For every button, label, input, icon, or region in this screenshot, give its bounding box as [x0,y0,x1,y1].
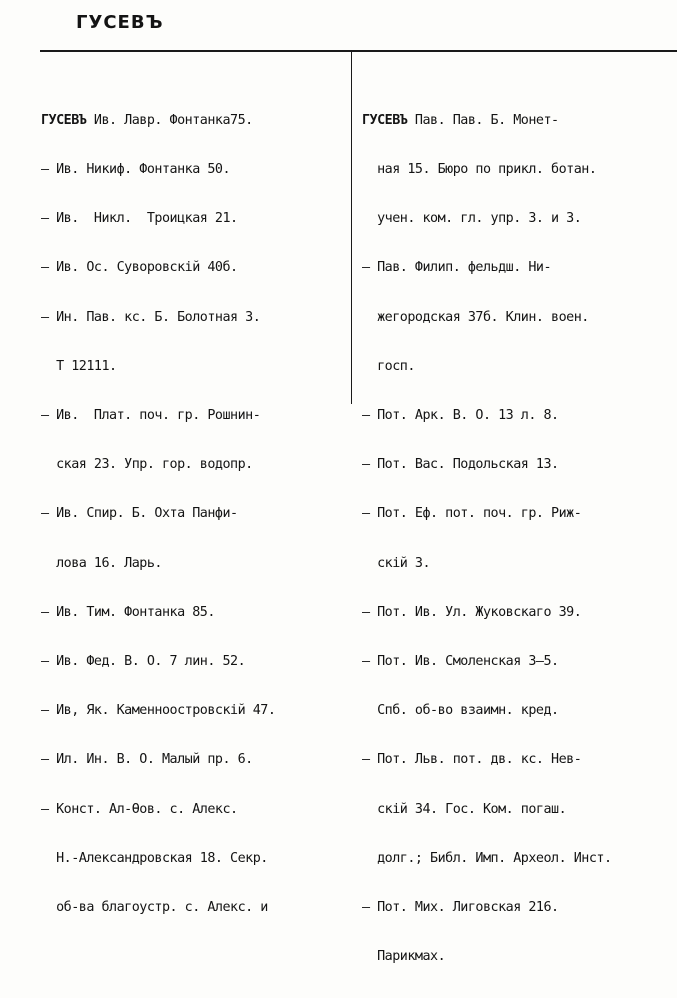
entry-line: — Пот. Еф. пот. поч. гр. Риж- [362,506,582,522]
entry-line: об-ва благоустр. с. Алекс. и [41,900,268,916]
running-head: ГУСЕВЪ [76,12,164,33]
right-column [362,80,674,998]
header-rule [40,50,677,52]
entry-line: — Ив, Як. Каменноостровскій 47. [41,703,276,719]
entry-line: учен. ком. гл. упр. З. и З. [362,211,582,227]
entry-line: — Ив. Никл. Троицкая 21. [41,211,238,227]
entry-line: долг.; Библ. Имп. Археол. Инст. [362,850,612,866]
entry-line: — Ив. Спир. Б. Охта Панфи- [41,506,238,522]
entry-line: Парикмах. [362,949,446,965]
entry-line: госп. [362,358,415,374]
entry-line: — Пав. Филип. фельдш. Ни- [362,260,552,276]
entry-line: — Пот. Ив. Ул. Жуковскаго 39. [362,604,582,620]
entry-line: ГУСЕВЪ Пав. Пав. Б. Монет- [362,112,559,128]
entry-line: скій 3. [362,555,431,571]
entry-line: — Ив. Плат. поч. гр. Рошнин- [41,408,261,424]
entry-line: Н.-Александровская 18. Секр. [41,850,268,866]
entry-line: Спб. об-во взаимн. кред. [362,703,559,719]
entry-line: — Пот. Арк. В. О. 13 л. 8. [362,408,559,424]
entry-line: — Пот. Льв. пот. дв. кс. Нев- [362,752,582,768]
column-divider [351,51,352,404]
entry-line: — Пот. Мих. Лиговская 216. [362,900,559,916]
entry-line: — Ив. Никиф. Фонтанка 50. [41,162,231,178]
entry-line: — Конст. Ал-Ѳов. с. Алекс. [41,801,238,817]
entry-line: ская 23. Упр. гор. водопр. [41,457,253,473]
entry-line: — Ин. Пав. кс. Б. Болотная 3. [41,309,261,325]
surname-heading: ГУСЕВЪ [41,112,87,128]
entry-line: лова 16. Ларь. [41,555,162,571]
left-column [41,80,346,949]
entry-line: скій 34. Гос. Ком. погаш. [362,801,567,817]
entry-line: — Ив. Ос. Суворовскій 40б. [41,260,238,276]
entry-line: жегородская 37б. Клин. воен. [362,309,589,325]
entry-line: — Ив. Фед. В. О. 7 лин. 52. [41,654,246,670]
surname-heading: ГУСЕВЪ [362,112,408,128]
entry-line: — Пот. Вас. Подольская 13. [362,457,559,473]
entry-line: ГУСЕВЪ Ив. Лавр. Фонтанка75. [41,112,253,128]
entry-line: Т 12111. [41,358,117,374]
entry-line: — Пот. Ив. Смоленская 3—5. [362,654,559,670]
entry-line: — Ив. Тим. Фонтанка 85. [41,604,215,620]
entry-line: — Ил. Ин. В. О. Малый пр. 6. [41,752,253,768]
entry-line: ная 15. Бюро по прикл. ботан. [362,162,597,178]
